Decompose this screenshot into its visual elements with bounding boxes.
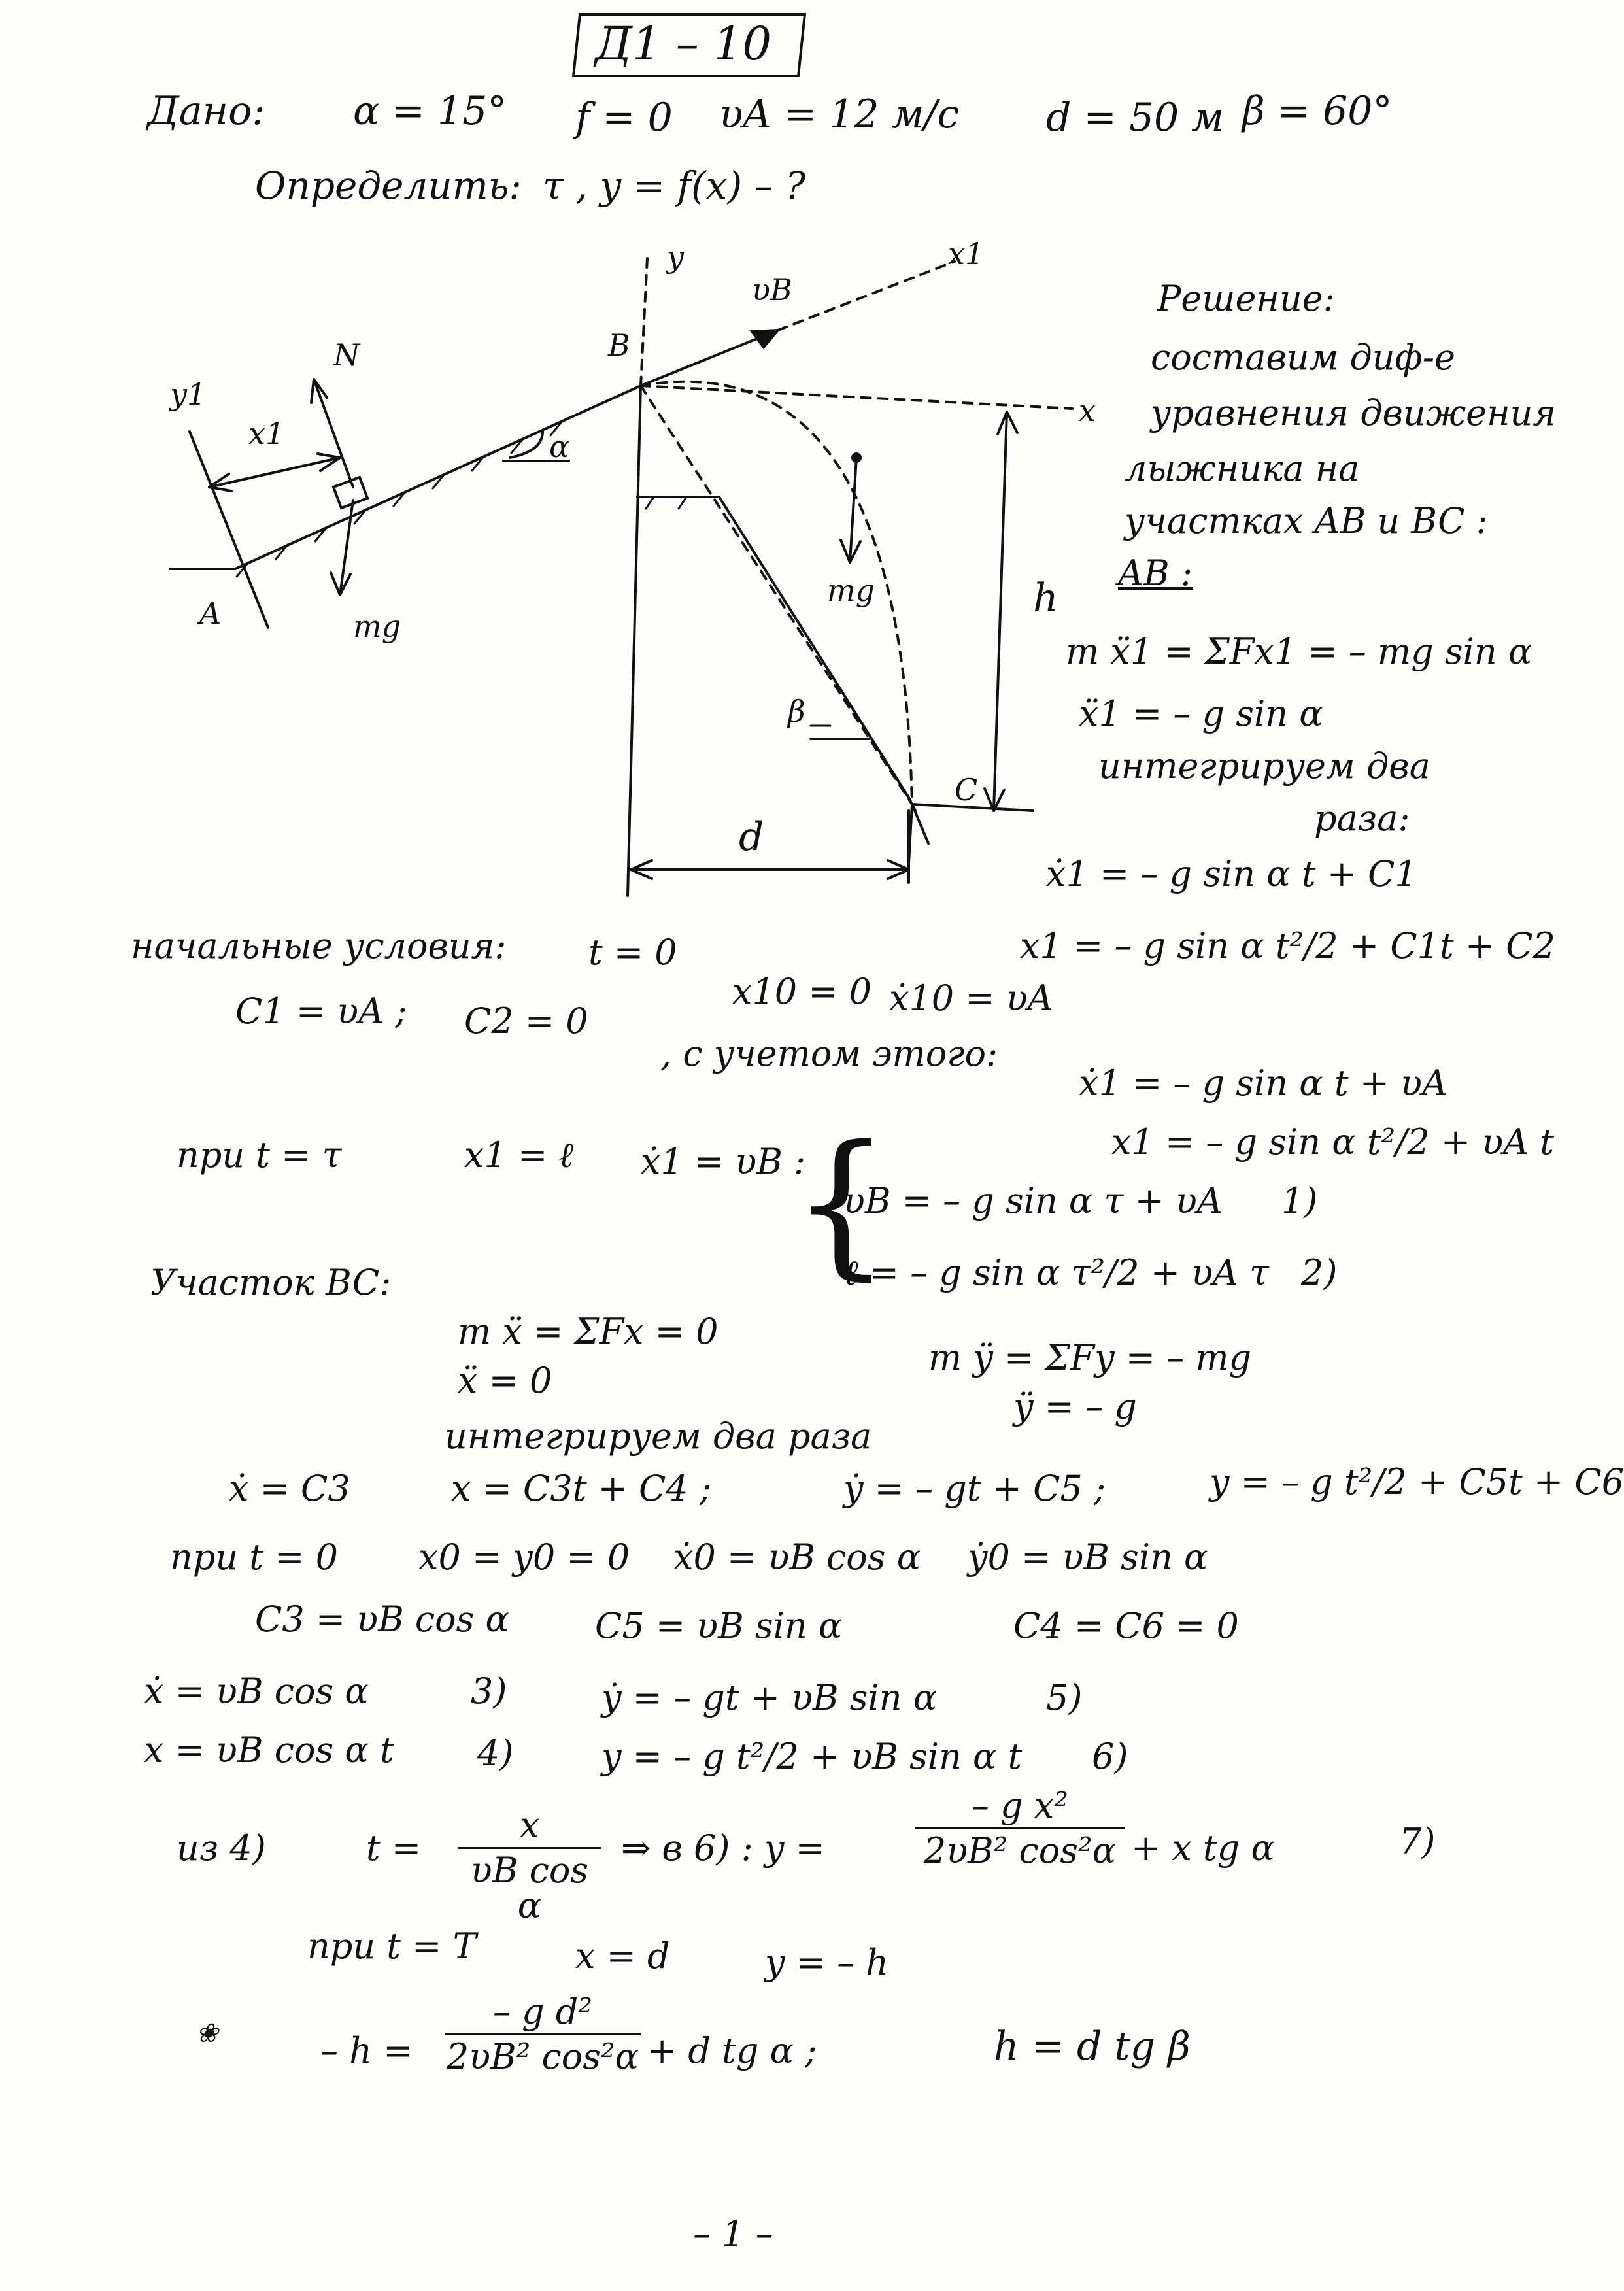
eq-6-num: 6)	[1092, 1736, 1128, 1777]
given-va: υA = 12 м/с	[719, 92, 960, 137]
t-equals: t =	[366, 1827, 422, 1869]
x-axis	[641, 386, 1072, 409]
label-y1: y1	[170, 377, 207, 412]
c2-value: C2 = 0	[464, 1000, 588, 1042]
bc-init-xy: x0 = y0 = 0	[418, 1536, 630, 1578]
final-denominator: 2υB² cos²α	[446, 2036, 639, 2077]
label-x1-axis: x1	[948, 236, 985, 271]
eq-4-num: 4)	[477, 1733, 514, 1774]
y-fraction	[915, 1785, 1125, 1871]
cliff-wall	[628, 386, 641, 896]
initial-t: t = 0	[588, 932, 677, 973]
initial-x: x10 = 0	[732, 971, 872, 1012]
x1-equals-l: x1 = ℓ	[464, 1134, 573, 1176]
ab-eq-3: ẋ1 = – g sin α t + C1	[1046, 853, 1417, 894]
system-eq-2: ℓ = – g sin α τ²/2 + υA τ	[843, 1252, 1270, 1293]
intro-line-3: лыжника на	[1125, 448, 1360, 489]
final-fraction-bar	[445, 2033, 641, 2035]
into-6: ⇒ в 6) : y =	[621, 1827, 825, 1869]
ab-eq-5: ẋ1 = – g sin α t + υA	[1079, 1062, 1447, 1104]
intro-line-1: составим диф-е	[1151, 337, 1456, 378]
bc-init-vx: ẋ0 = υB cos α	[673, 1536, 921, 1578]
at-T: при t = T	[307, 1926, 477, 1967]
eq-4: x = υB cos α t	[144, 1729, 394, 1771]
label-d: d	[739, 814, 764, 860]
bc-eq-6: x = C3t + C4 ;	[451, 1468, 712, 1509]
t-fraction-bar	[458, 1847, 601, 1849]
y-numerator: – g x²	[972, 1785, 1068, 1826]
eq-3: ẋ = υB cos α	[144, 1671, 369, 1712]
ab-eq-1: m ẍ1 = ΣFx1 = – mg sin α	[1066, 631, 1532, 672]
c3-value: C3 = υB cos α	[255, 1599, 510, 1640]
label-a: A	[199, 596, 222, 631]
find-items: τ , y = f(x) – ?	[543, 163, 806, 208]
bc-init: при t = 0	[170, 1536, 338, 1578]
x1-dimension	[209, 458, 340, 487]
ab-label: AB :	[1118, 552, 1193, 594]
y-axis	[641, 258, 647, 386]
final-numerator: – g d²	[492, 1991, 593, 2032]
intro-line-4: участках AB и BC :	[1125, 500, 1488, 541]
label-b: B	[608, 328, 630, 363]
label-alpha: α	[549, 429, 570, 464]
t-denominator: υB cos α	[470, 1850, 589, 1926]
label-n: N	[333, 337, 360, 373]
bc-eq-5: ẋ = C3	[229, 1468, 350, 1509]
ab-eq-6: x1 = – g sin α t²/2 + υA t	[1111, 1121, 1555, 1162]
bc-eq-4: ÿ = – g	[1013, 1386, 1137, 1427]
find-label: Определить:	[255, 163, 522, 208]
t-numerator: x	[519, 1805, 540, 1846]
at-T-y: y = – h	[765, 1942, 889, 1983]
bc-eq-2: ẍ = 0	[458, 1360, 552, 1401]
label-x: x	[1079, 393, 1096, 428]
system-eq-1-num: 1)	[1281, 1180, 1318, 1221]
initial-v: ẋ10 = υA	[889, 977, 1053, 1019]
system-eq-1: υB = – g sin α τ + υA	[843, 1180, 1223, 1221]
bc-integrate: интегрируем два раза	[445, 1416, 872, 1457]
at-T-x: x = d	[575, 1935, 670, 1977]
with-this: , с учетом этого:	[660, 1033, 998, 1074]
final-lhs: – h =	[320, 2030, 413, 2071]
c4c6-value: C4 = C6 = 0	[1013, 1605, 1239, 1646]
bc-label: Участок BC:	[150, 1262, 392, 1303]
system-eq-2-num: 2)	[1301, 1252, 1338, 1293]
label-mg-1: mg	[353, 609, 401, 644]
bc-eq-1: m ẍ = ΣFx = 0	[458, 1311, 719, 1352]
given-beta: β = 60°	[1242, 88, 1393, 134]
bc-init-vy: ẏ0 = υB sin α	[968, 1536, 1208, 1578]
ab-eq-2: ẍ1 = – g sin α	[1079, 693, 1323, 734]
at-tau: при t = τ	[177, 1134, 342, 1176]
alpha-arc	[510, 432, 543, 458]
x1dot-equals-vb: ẋ1 = υB :	[641, 1141, 806, 1182]
eq-5-num: 5)	[1046, 1677, 1083, 1718]
given-d: d = 50 м	[1046, 95, 1224, 141]
label-x1-dim: x1	[248, 416, 285, 451]
system-brace: {	[791, 1112, 891, 1295]
y-tail: + x tg α	[1131, 1827, 1275, 1869]
eq-3-num: 3)	[471, 1671, 507, 1712]
weight-force-2	[850, 458, 856, 562]
label-y: y	[667, 239, 684, 275]
ab-eq-4: x1 = – g sin α t²/2 + C1t + C2	[1020, 925, 1555, 966]
integrate-line-1: интегрируем два	[1098, 745, 1430, 787]
final-fraction	[445, 1991, 641, 2077]
eq-6: y = – g t²/2 + υB sin α t	[601, 1736, 1023, 1777]
y-denominator: 2υB² cos²α	[923, 1830, 1117, 1871]
page-number: – 1 –	[693, 2213, 773, 2254]
h-dimension	[994, 412, 1007, 811]
given-label: Дано:	[147, 88, 265, 134]
c5-value: C5 = υB sin α	[595, 1605, 843, 1646]
bc-eq-8: y = – g t²/2 + C5t + C6	[1210, 1461, 1624, 1502]
incline-bc	[637, 497, 909, 798]
label-vb: υB	[752, 272, 792, 307]
given-alpha: α = 15°	[353, 88, 507, 134]
h-equation: h = d tg β	[994, 2024, 1191, 2069]
label-mg-2: mg	[827, 573, 875, 608]
initial-label: начальные условия:	[131, 925, 507, 966]
intro-line-2: уравнения движения	[1151, 392, 1557, 433]
eq-7-num: 7)	[1399, 1821, 1436, 1862]
given-f: f = 0	[575, 95, 673, 141]
bc-eq-7: ẏ = – gt + C5 ;	[843, 1468, 1106, 1509]
from-4: из 4)	[177, 1827, 266, 1869]
label-c: C	[955, 772, 978, 807]
scribble-icon: ❀	[196, 2018, 218, 2048]
final-tail: + d tg α ;	[647, 2030, 817, 2071]
y-fraction-bar	[915, 1827, 1125, 1829]
slope-ab	[170, 386, 641, 569]
c1-value: C1 = υA ;	[235, 991, 407, 1032]
x1-axis	[778, 262, 955, 330]
label-h: h	[1033, 575, 1058, 621]
bc-eq-3: m ÿ = ΣFy = – mg	[928, 1337, 1252, 1378]
label-beta: β	[788, 694, 805, 729]
eq-5: ẏ = – gt + υB sin α	[601, 1677, 938, 1718]
integrate-line-2: раза:	[1314, 798, 1410, 839]
problem-title: Д1 – 10	[595, 17, 772, 71]
t-fraction	[458, 1805, 601, 1926]
solution-heading: Решение:	[1157, 278, 1335, 319]
